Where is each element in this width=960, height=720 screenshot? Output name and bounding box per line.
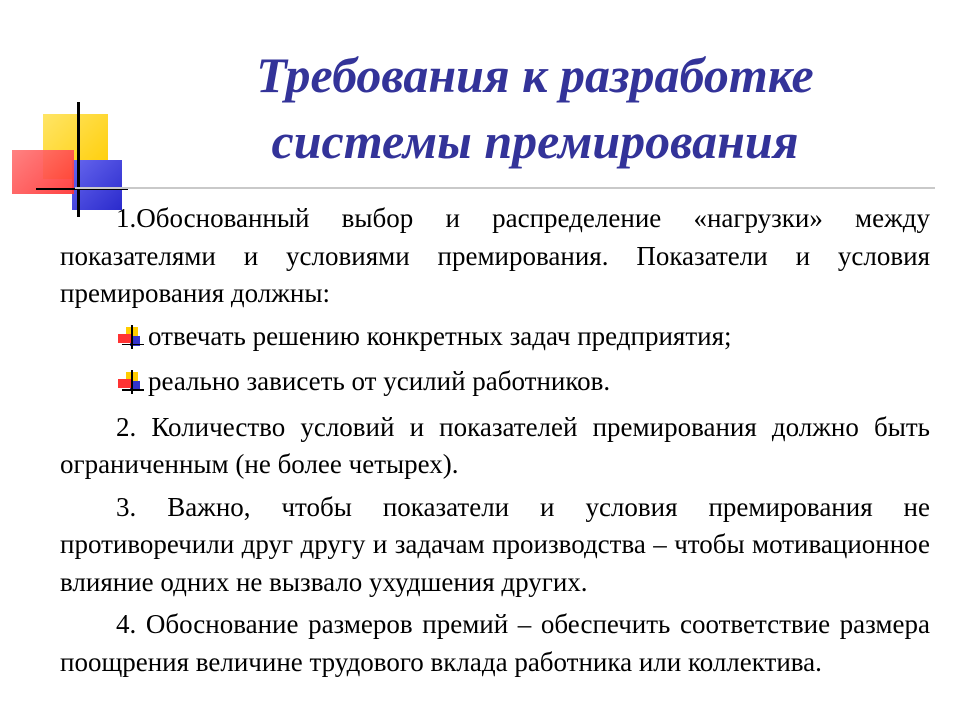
square-bullet-icon (118, 372, 148, 400)
slide-title (150, 42, 920, 174)
bullet-item (60, 318, 930, 356)
intro-paragraph: 1.Обоснованный выбор и распределение «нагрузки» между показателями и условиями премирования. Показатели и условия премирования должны: (60, 203, 930, 308)
point-2-paragraph: 2. Количество условий и показателей премирования должно быть ограниченным (не более четырех). (60, 411, 930, 479)
title-divider (75, 187, 935, 189)
slide-body (60, 200, 930, 686)
point-4-paragraph: 4. Обоснование размеров премий – обеспечить соответствие размера поощрения величине трудового вклада работника или коллектива. (60, 609, 930, 677)
square-bullet-icon (118, 327, 148, 355)
point-3-paragraph: 3. Важно, чтобы показатели и условия премирования не противоречили друг другу и задачам производства – чтобы мотивационное влияние одних не вызвало ухудшения других. (60, 491, 930, 597)
bullet-item (60, 363, 930, 401)
title-line-1: Требования к разработке (256, 47, 814, 103)
bullet-text: реально зависеть от усилий работников. (148, 366, 611, 396)
title-line-2: системы премирования (271, 113, 799, 169)
bullet-text: отвечать решению конкретных задач предприятия; (148, 320, 732, 351)
